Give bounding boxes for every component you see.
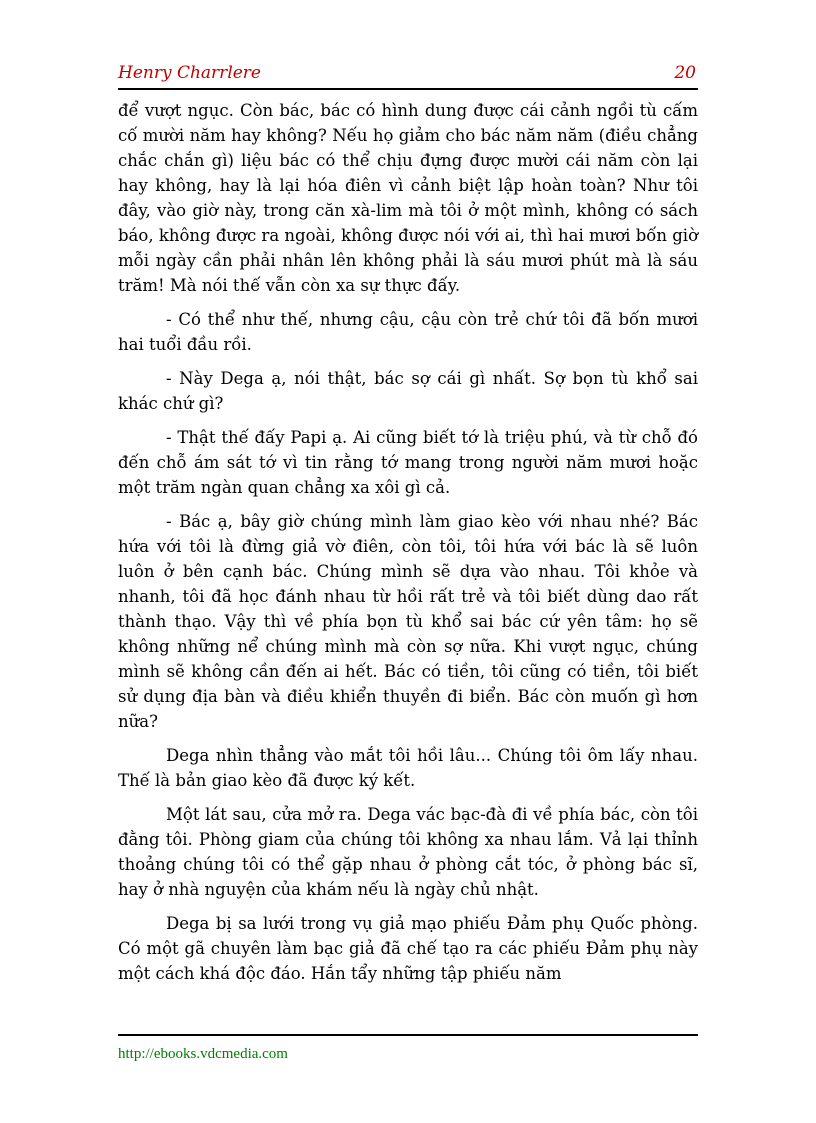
footer-divider (118, 1034, 698, 1036)
paragraph-7: Một lát sau, cửa mở ra. Dega vác bạc-đà đi về phía bác, còn tôi đằng tôi. Phòng giam của chúng tôi không xa nhau lắm. Vả lại thỉnh thoảng chúng tôi có thể gặp nhau ở phòng cắt tóc, ở phòng bác sĩ, hay ở nhà nguyện của khám nếu là ngày chủ nhật. (118, 805, 698, 899)
header-author: Henry Charrlere (118, 63, 261, 83)
paragraph-2: - Có thể như thế, nhưng cậu, cậu còn trẻ chứ tôi đã bốn mươi hai tuổi đầu rồi. (118, 310, 698, 354)
paragraph-6: Dega nhìn thẳng vào mắt tôi hồi lâu... Chúng tôi ôm lấy nhau. Thế là bản giao kèo đã được ký kết. (118, 746, 698, 790)
paragraph-5: - Bác ạ, bây giờ chúng mình làm giao kèo với nhau nhé? Bác hứa với tôi là đừng giả vờ điên, còn tôi, tôi hứa với bác là sẽ luôn luôn ở bên cạnh bác. Chúng mình sẽ dựa vào nhau. Tôi khỏe và nhanh, tôi đã học đánh nhau từ hồi rất trẻ và tôi biết dùng dao rất thành thạo. Vậy thì về phía bọn tù khổ sai bác cứ yên tâm: họ sẽ không những nể chúng mình mà còn sợ nữa. Khi vượt ngục, chúng mình sẽ không cần đến ai hết. Bác có tiền, tôi cũng có tiền, tôi biết sử dụng địa bàn và điều khiển thuyền đi biển. Bác còn muốn gì hơn nữa? (118, 512, 698, 731)
page-number: 20 (674, 63, 696, 83)
footer-link[interactable]: http://ebooks.vdcmedia.com (118, 1046, 288, 1062)
paragraph-1: để vượt ngục. Còn bác, bác có hình dung được cái cảnh ngồi tù cấm cố mười năm hay không? Nếu họ giảm cho bác năm năm (điều chẳng chắc chắn gì) liệu bác có thể chịu đựng được mười cái năm còn lại hay không, hay là lại hóa điên vì cảnh biệt lập hoàn toàn? Như tôi đây, vào giờ này, trong căn xà-lim mà tôi ở một mình, không có sách báo, không được ra ngoài, không được nói với ai, thì hai mươi bốn giờ mỗi ngày cần phải nhân lên không phải là sáu mươi phút mà là sáu trăm! Mà nói thế vẫn còn xa sự thực đấy. (118, 101, 698, 295)
paragraph-3: - Này Dega ạ, nói thật, bác sợ cái gì nhất. Sợ bọn tù khổ sai khác chứ gì? (118, 369, 698, 413)
page-header (118, 62, 698, 90)
page-body (118, 98, 698, 995)
paragraph-4: - Thật thế đấy Papi ạ. Ai cũng biết tớ là triệu phú, và từ chỗ đó đến chỗ ám sát tớ vì tin rằng tớ mang trong người năm mươi hoặc một trăm ngàn quan chẳng xa xôi gì cả. (118, 428, 698, 497)
paragraph-8: Dega bị sa lưới trong vụ giả mạo phiếu Đảm phụ Quốc phòng. Có một gã chuyên làm bạc giả đã chế tạo ra các phiếu Đảm phụ này một cách khá độc đáo. Hắn tẩy những tập phiếu năm (118, 914, 698, 983)
